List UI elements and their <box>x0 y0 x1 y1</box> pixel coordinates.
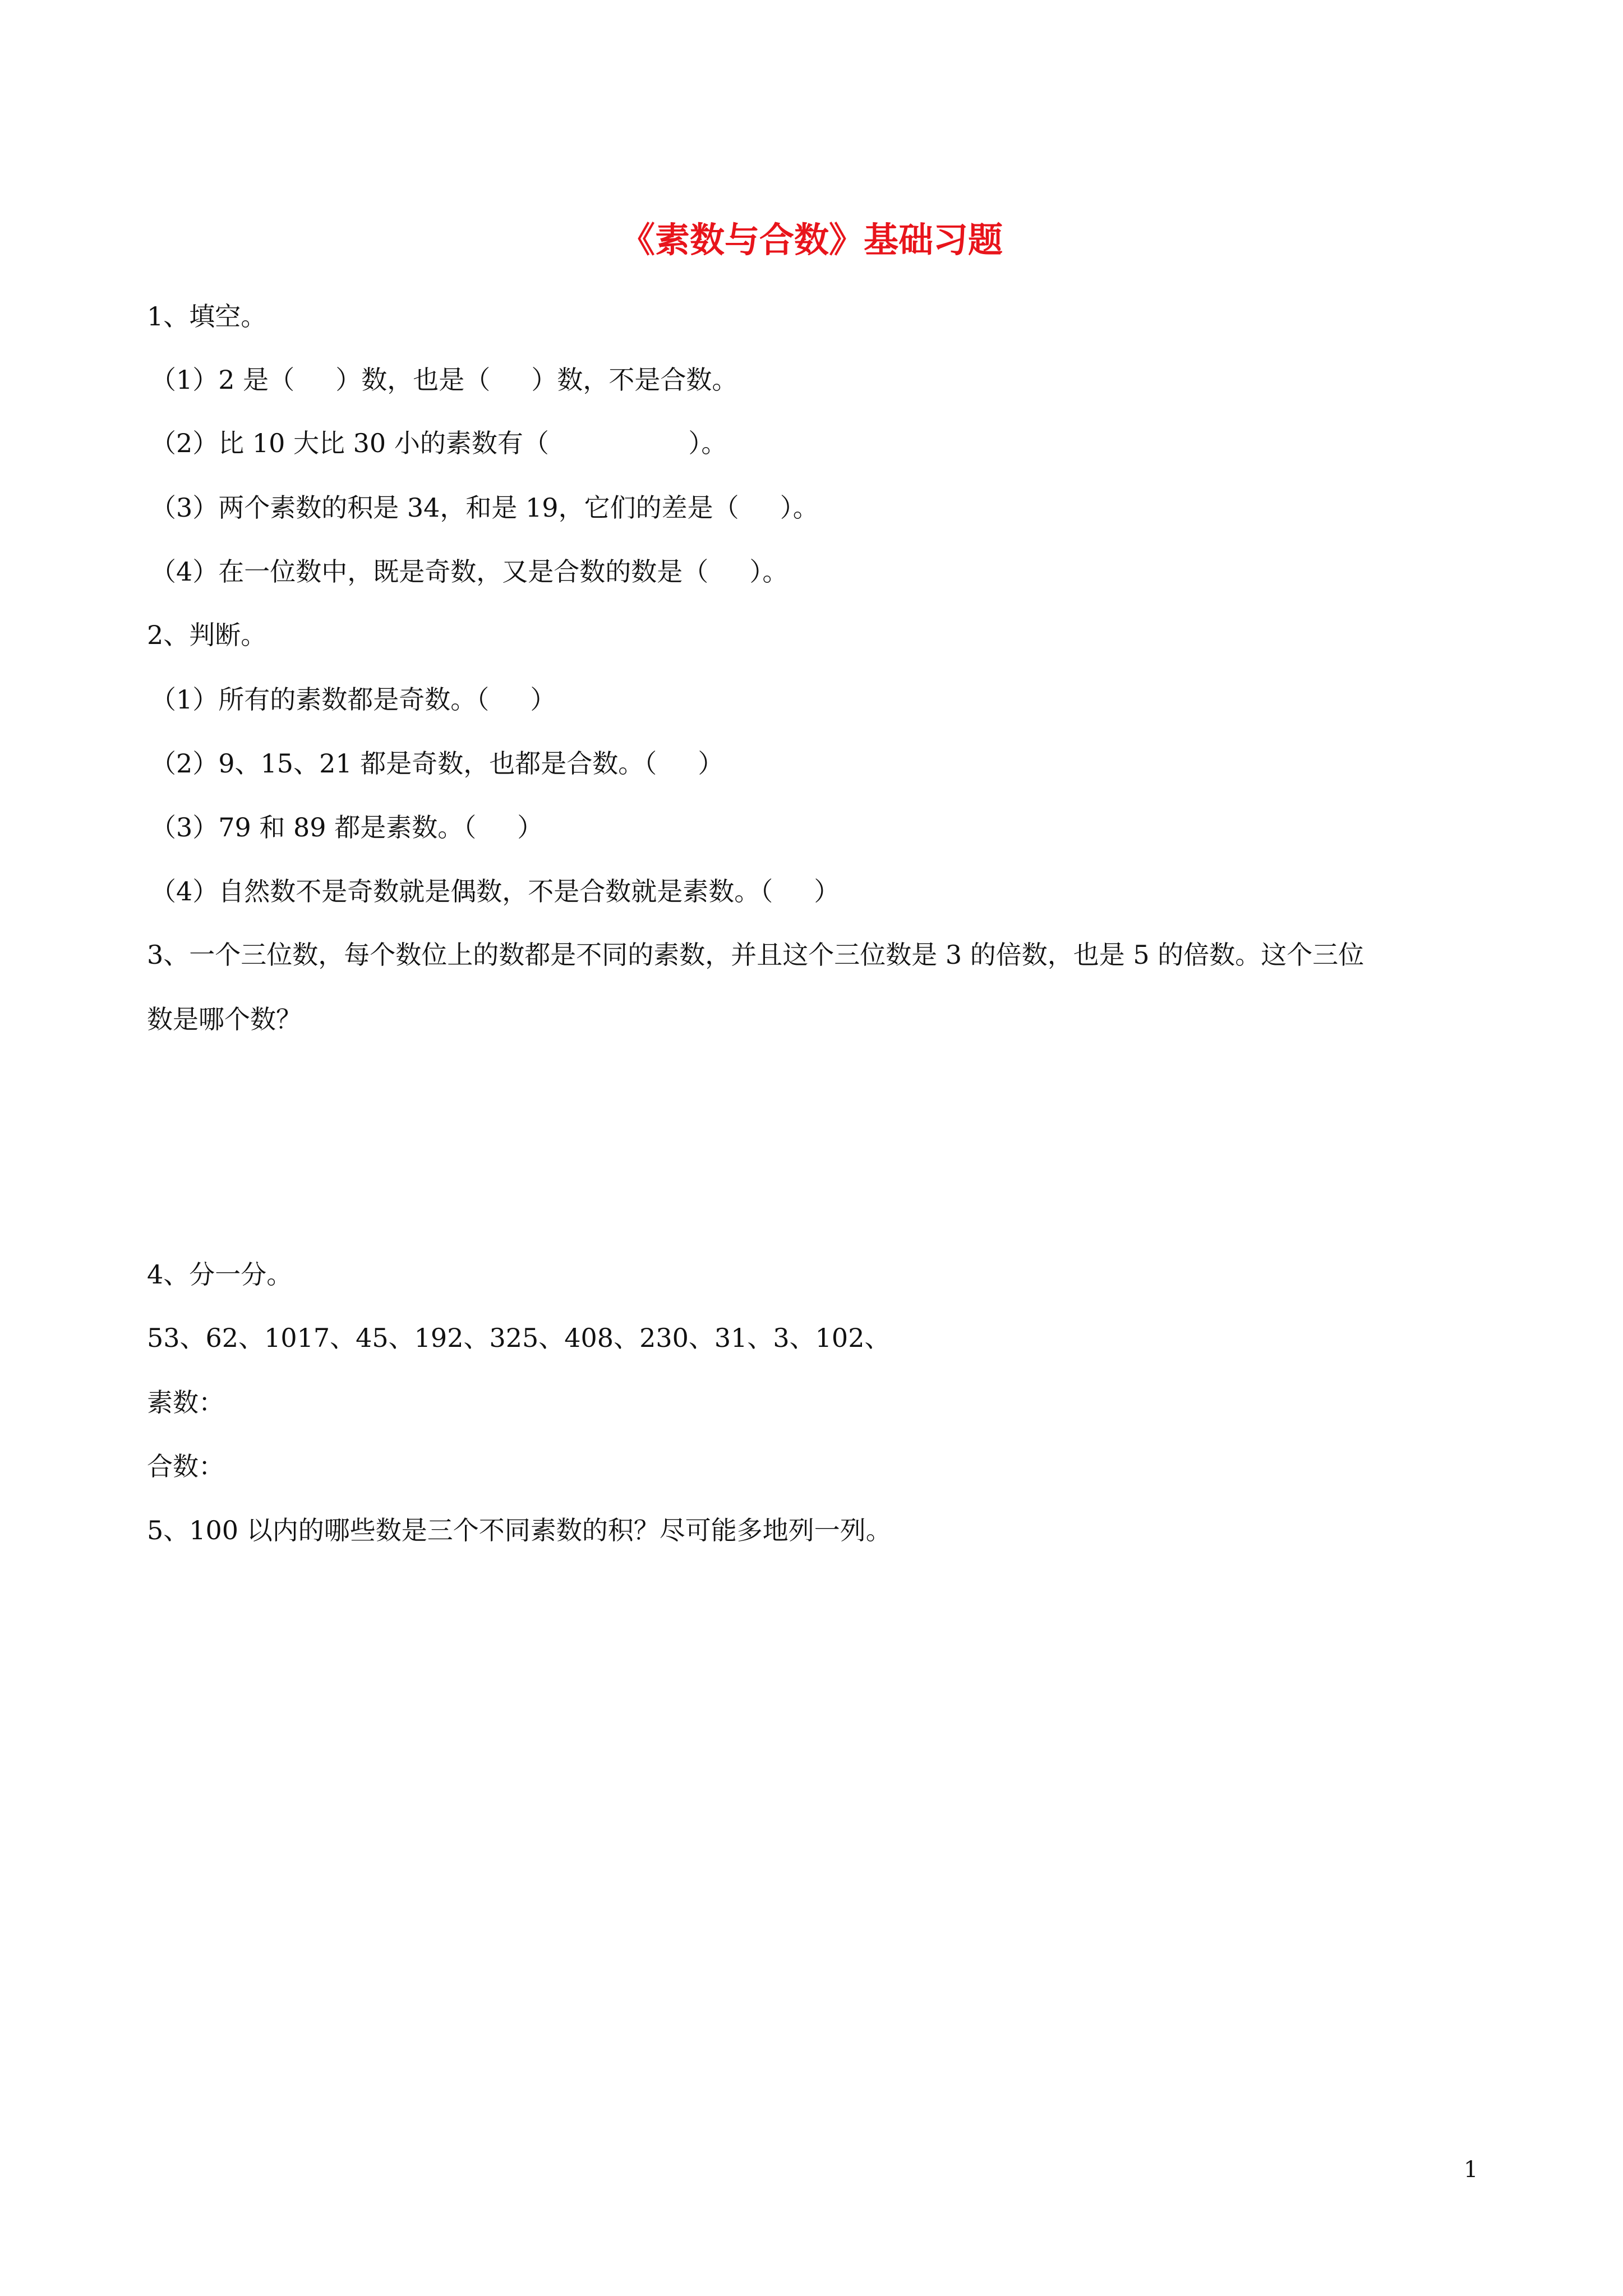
question-1-item-2: （2）比 10 大比 30 小的素数有（ ）。 <box>150 428 727 458</box>
question-1-item-1: （1）2 是（ ）数，也是（ ）数，不是合数。 <box>150 365 738 395</box>
question-2-item-3: （3）79 和 89 都是素数。（ ） <box>150 812 543 843</box>
question-1-heading: 1、填空。 <box>147 301 267 332</box>
worksheet-title: 《素数与合数》基础习题 <box>620 219 1003 260</box>
question-4-number-list: 53、62、1017、45、192、325、408、230、31、3、102、 <box>147 1323 891 1353</box>
prime-label: 素数： <box>147 1387 224 1418</box>
composite-label: 合数： <box>147 1451 224 1481</box>
question-3-line-1: 3、一个三位数，每个数位上的数都是不同的素数，并且这个三位数是 3 的倍数，也是 5 的倍数。这个三位 <box>147 940 1364 970</box>
question-5-text: 5、100 以内的哪些数是三个不同素数的积？尽可能多地列一列。 <box>147 1515 892 1545</box>
question-2-item-1: （1）所有的素数都是奇数。（ ） <box>150 684 556 715</box>
question-2-item-4: （4）自然数不是奇数就是偶数，不是合数就是素数。（ ） <box>150 876 840 907</box>
question-1-item-3: （3）两个素数的积是 34，和是 19，它们的差是（ ）。 <box>150 493 819 523</box>
question-3-line-2: 数是哪个数？ <box>147 1004 302 1034</box>
question-1-item-4: （4）在一位数中，既是奇数，又是合数的数是（ ）。 <box>150 556 789 587</box>
page-number: 1 <box>1464 2157 1478 2183</box>
question-2-heading: 2、判断。 <box>147 620 267 650</box>
question-4-heading: 4、分一分。 <box>147 1259 293 1290</box>
question-2-item-2: （2）9、15、21 都是奇数，也都是合数。（ ） <box>150 748 724 779</box>
